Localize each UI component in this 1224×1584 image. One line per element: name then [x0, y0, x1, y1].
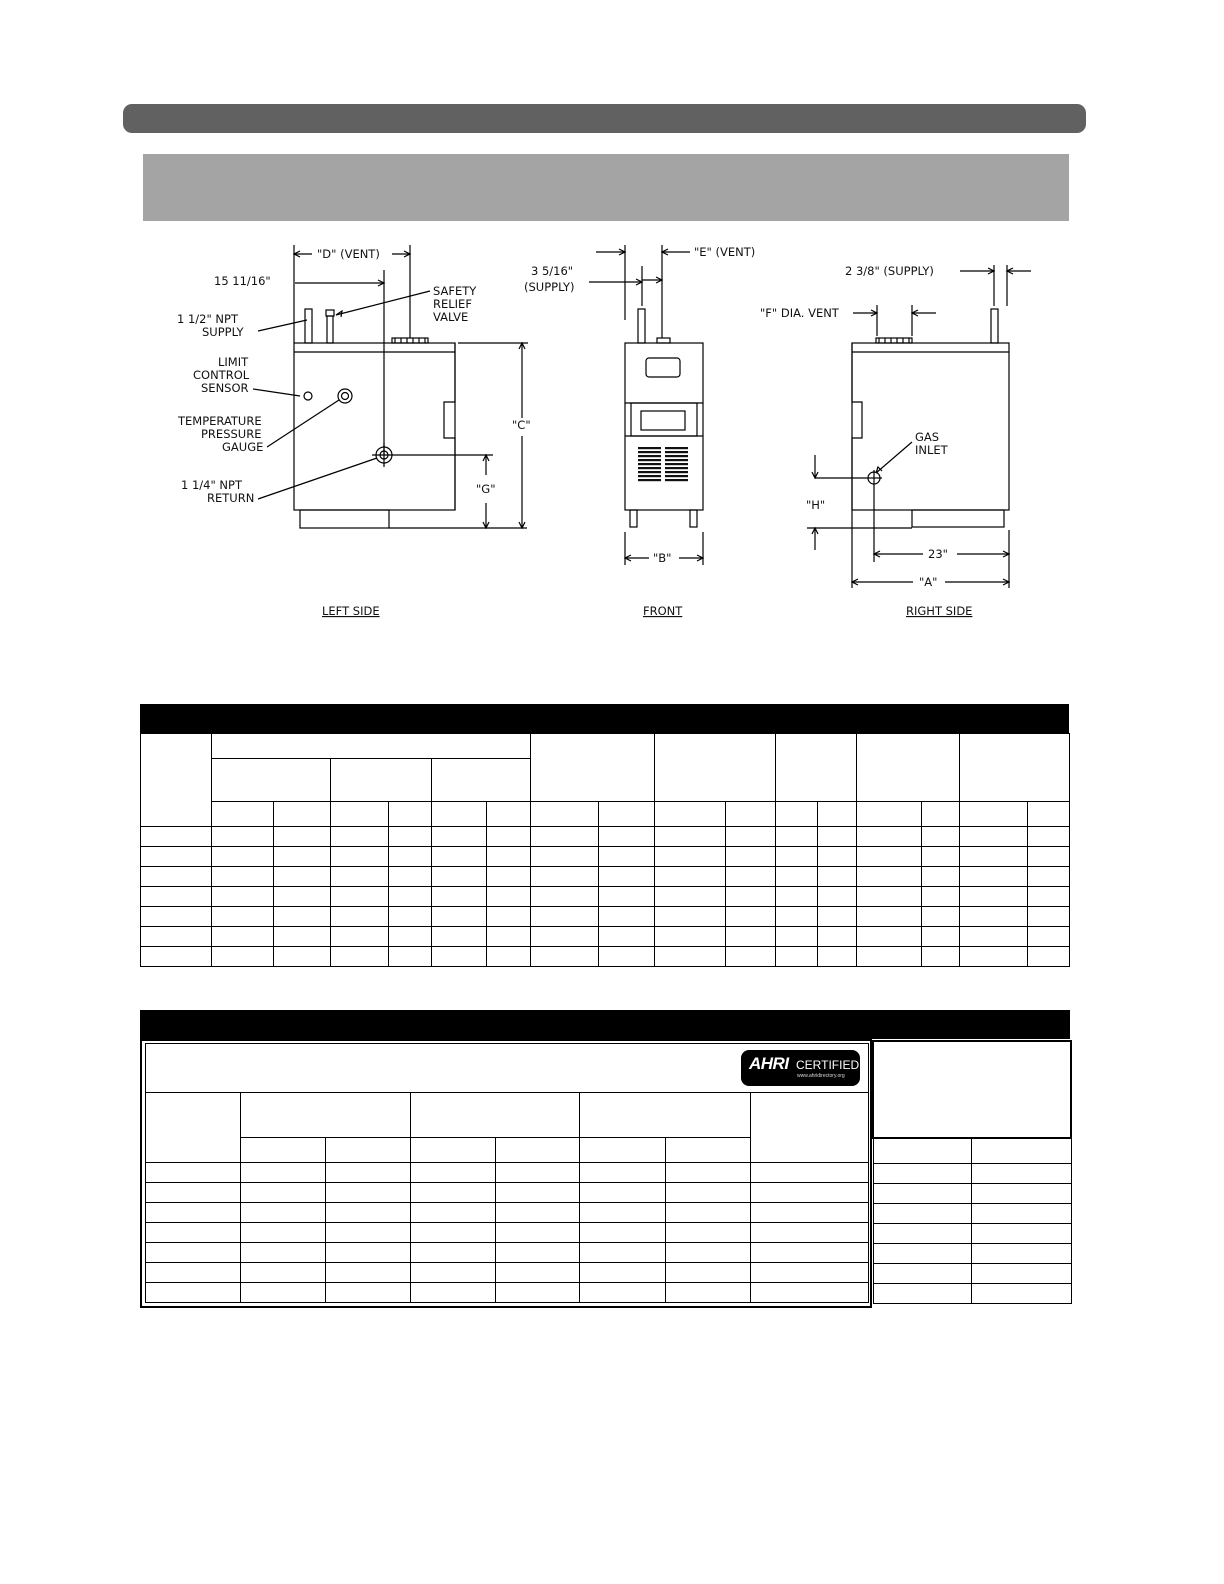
table-header-cell	[580, 1093, 751, 1138]
relief-label-3: VALVE	[433, 310, 469, 324]
ahri-certified-text: CERTIFIED	[796, 1058, 860, 1072]
return-label-2: RETURN	[207, 491, 255, 505]
table-header-cell	[331, 759, 432, 802]
table-row	[146, 1203, 869, 1223]
right-supply-label: 2 3/8" (SUPPLY)	[845, 264, 934, 278]
table-row	[146, 1163, 869, 1183]
right-base	[912, 510, 1004, 527]
table-row	[141, 867, 1070, 887]
table-row	[873, 1163, 1071, 1183]
left-side-caption: LEFT SIDE	[322, 604, 380, 618]
table-header-cell	[873, 1041, 1071, 1138]
relief-label: SAFETY	[433, 284, 477, 298]
table-header-cell	[141, 734, 212, 827]
dim-15-label: 15 11/16"	[214, 274, 271, 288]
table-row	[873, 1183, 1071, 1203]
table-header-cell	[241, 1093, 411, 1138]
ahri-certified-logo	[741, 1050, 860, 1086]
relief-valve	[327, 316, 333, 343]
right-supply-pipe	[991, 309, 998, 343]
dim-d-label: "D" (VENT)	[317, 247, 380, 261]
front-view	[589, 245, 703, 565]
table-row	[141, 947, 1070, 967]
front-cabinet	[625, 343, 703, 510]
temp-gauge	[338, 389, 352, 403]
right-side-view	[807, 265, 1031, 588]
left-cabinet	[294, 343, 455, 510]
dim-g-label: "G"	[476, 482, 496, 496]
front-supply-label-2: (SUPPLY)	[524, 280, 575, 294]
supply-pipe	[305, 309, 312, 343]
dim-23-label: 23"	[928, 547, 948, 561]
right-side-caption: RIGHT SIDE	[906, 604, 973, 618]
table-row	[146, 1243, 869, 1263]
dim-c-label: "C"	[512, 418, 531, 432]
table-header-cell	[411, 1093, 580, 1138]
front-grilles	[638, 447, 688, 481]
left-base	[300, 510, 389, 528]
table-row	[873, 1283, 1071, 1303]
gas-label-2: INLET	[915, 443, 948, 457]
limit-label: LIMIT	[218, 355, 249, 369]
table-row	[146, 1283, 869, 1303]
gauge-label-2: PRESSURE	[201, 427, 262, 441]
table-row	[146, 1223, 869, 1243]
table-row	[873, 1243, 1071, 1263]
table-header-cell	[146, 1093, 241, 1163]
limit-label-3: SENSOR	[201, 381, 249, 395]
dim-a-label: "A"	[919, 575, 938, 589]
ahri-url: www.ahridirectory.org	[797, 1073, 845, 1079]
front-display	[646, 358, 680, 377]
table-row	[873, 1203, 1071, 1223]
table-header-cell	[212, 734, 531, 759]
relief-label-2: RELIEF	[433, 297, 472, 311]
table-row	[146, 1183, 869, 1203]
front-caption: FRONT	[643, 604, 683, 618]
table-header-cell	[212, 759, 331, 802]
gauge-label: TEMPERATURE	[178, 414, 262, 428]
table-header-cell	[655, 734, 776, 802]
ratings-side-table	[872, 1040, 1072, 1304]
dim-b-label: "B"	[653, 551, 672, 565]
dimensions-table	[140, 733, 1070, 967]
return-label: 1 1/4" NPT	[181, 478, 242, 492]
table-header-cell	[776, 734, 857, 802]
gauge-label-3: GAUGE	[222, 440, 264, 454]
left-vent-collar	[392, 338, 428, 343]
table-row	[873, 1263, 1071, 1283]
ratings-table-header	[140, 1010, 1070, 1039]
table-row	[141, 887, 1070, 907]
table-row	[141, 927, 1070, 947]
table-header-cell	[432, 759, 531, 802]
table-header-cell	[751, 1093, 869, 1163]
supply-label: 1 1/2" NPT	[177, 312, 238, 326]
table-row	[146, 1263, 869, 1283]
table-header-cell	[960, 734, 1070, 802]
dimensions-table-header	[140, 704, 1069, 733]
supply-label-2: SUPPLY	[202, 325, 244, 339]
limit-label-2: CONTROL	[193, 368, 250, 382]
table-row	[141, 907, 1070, 927]
table-row	[873, 1223, 1071, 1243]
front-supply-label: 3 5/16"	[531, 264, 574, 278]
gas-label: GAS	[915, 430, 940, 444]
right-cabinet	[852, 343, 1009, 510]
ahri-brand: AHRI	[749, 1054, 789, 1073]
front-supply-pipe	[638, 309, 645, 343]
table-header-cell	[857, 734, 960, 802]
dim-h-label: "H"	[806, 498, 826, 512]
table-header-cell	[531, 734, 655, 802]
boiler-dimension-drawing	[0, 0, 1224, 700]
limit-sensor	[304, 392, 312, 400]
vent-label: "F" DIA. VENT	[760, 306, 839, 320]
dim-e-label: "E" (VENT)	[694, 245, 756, 259]
table-row	[141, 827, 1070, 847]
table-row	[141, 847, 1070, 867]
